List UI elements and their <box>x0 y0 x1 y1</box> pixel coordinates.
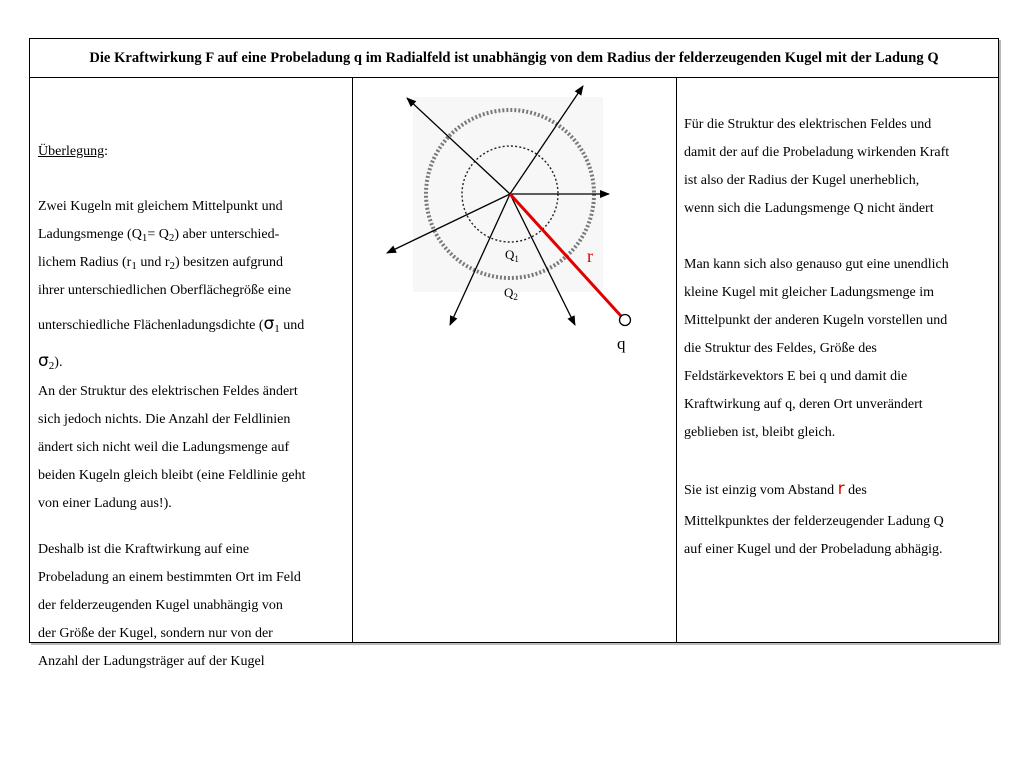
right-p2-line7: geblieben ist, bleibt gleich. <box>684 425 836 440</box>
left-p3-line2: Probeladung an einem bestimmten Ort im Feld <box>38 570 301 585</box>
left-p2-line5: von einer Ladung aus!). <box>38 496 172 511</box>
left-p1-line4: ihrer unterschiedlichen Oberflächegröße eine <box>38 283 292 298</box>
left-p3-line4: der Größe der Kugel, sondern nur von der <box>38 626 273 641</box>
left-column <box>30 77 353 669</box>
probe-charge-q <box>620 315 631 326</box>
left-p1-line3: lichem Radius ($r_1$ und $r_2$) besitzen aufgrund <box>38 255 284 272</box>
right-p2-line4: die Struktur des Feldes, Größe des <box>684 341 877 356</box>
right-p2-line3: Mittelpunkt der anderen Kugeln vorstellen und <box>684 313 948 328</box>
right-p3-line2: Mittelkpunktes der felderzeugender Ladung Q <box>684 514 944 529</box>
left-p1-line6: $\sigma_2$). <box>38 351 63 372</box>
diagram-column <box>353 77 677 642</box>
right-p3-line1: Sie ist einzig vom Abstand r des <box>684 479 867 499</box>
right-p2-line2: kleine Kugel mit gleicher Ladungsmenge im <box>684 285 934 300</box>
left-p1-line2: Ladungsmenge $(Q_1= Q_2)$ aber unterschied- <box>38 227 280 244</box>
right-p1-line2: damit der auf die Probeladung wirkenden Kraft <box>684 145 950 160</box>
left-p2-line3: ändert sich nicht weil die Ladungsmenge auf <box>38 440 290 455</box>
left-p3-line1: Deshalb ist die Kraftwirkung auf eine <box>38 542 250 557</box>
right-p1-line1: Für die Struktur des elektrischen Feldes und <box>684 117 932 132</box>
right-p1-line4: wenn sich die Ladungsmenge Q nicht ändert <box>684 201 934 216</box>
radial-field-diagram <box>353 77 675 640</box>
label-q: q <box>617 334 626 353</box>
right-p1-line3: ist also der Radius der Kugel unerheblich, <box>684 173 920 188</box>
right-p2-line6: Kraftwirkung auf q, deren Ort unverändert <box>684 397 923 412</box>
left-p3-line3: der felderzeugenden Kugel unabhängig von <box>38 598 283 613</box>
left-p1-line5: unterschiedliche Flächenladungsdichte ($\sigma_1$ und <box>38 314 305 335</box>
right-p2-line5: Feldstärkevektors E bei q und damit die <box>684 369 908 384</box>
left-p3-line5: Anzahl der Ladungsträger auf der Kugel <box>38 654 265 669</box>
label-q1: $Q_1$ <box>505 247 519 264</box>
left-p2-line2: sich jedoch nichts. Die Anzahl der Feldlinien <box>38 412 291 427</box>
content-table <box>29 38 999 669</box>
right-p3-line3: auf einer Kugel und der Probeladung abhägig. <box>684 542 943 557</box>
red-r-symbol: r <box>837 479 845 499</box>
label-r: r <box>587 246 593 266</box>
left-p2-line4: beiden Kugeln gleich bleibt (eine Feldlinie geht <box>38 468 306 483</box>
left-p2-line1: An der Struktur des elektrischen Feldes ändert <box>38 384 298 399</box>
left-heading: Überlegung: <box>38 144 108 159</box>
left-p1-line1: Zwei Kugeln mit gleichem Mittelpunkt und <box>38 199 283 214</box>
right-column <box>677 77 998 642</box>
label-q2: $Q_2$ <box>504 285 518 302</box>
right-p2-line1: Man kann sich also genauso gut eine unendlich <box>684 257 949 272</box>
page-title: Die Kraftwirkung F auf eine Probeladung q im Radialfeld ist unabhängig von dem Radius der felderzeugenden Kugel mit der Ladung Q <box>30 39 998 78</box>
